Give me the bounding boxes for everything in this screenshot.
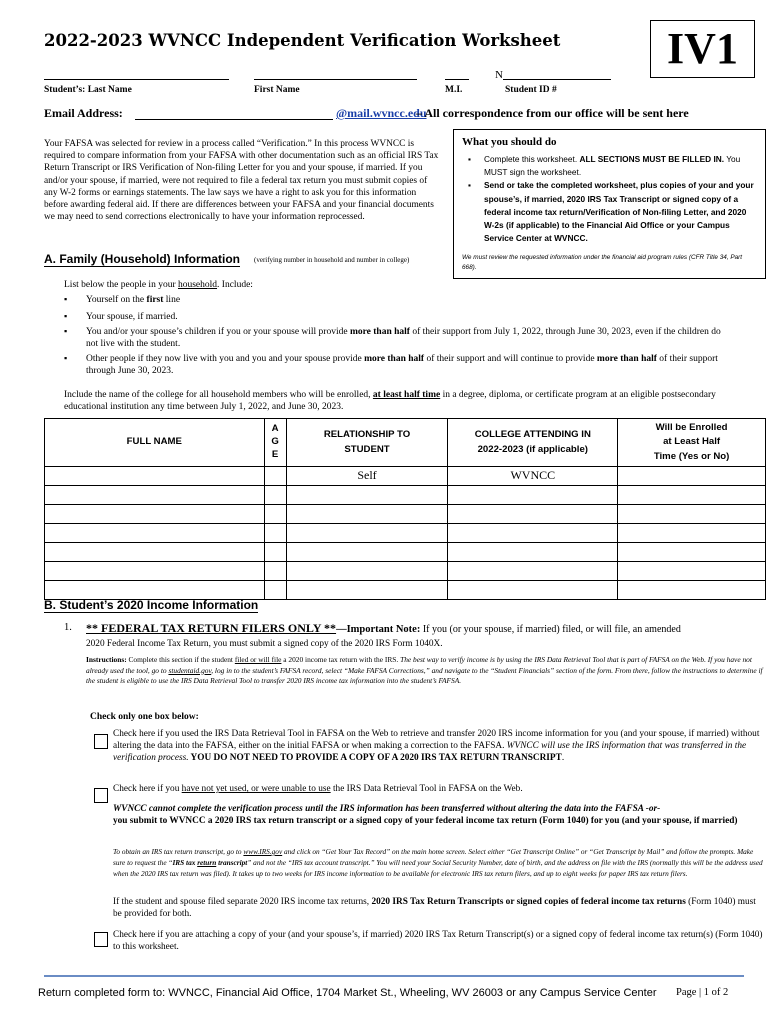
cell[interactable] xyxy=(618,562,766,581)
text: . Include: xyxy=(217,280,253,290)
col-relationship xyxy=(286,419,448,467)
what-to-do-item xyxy=(462,179,757,244)
drt-warning xyxy=(113,803,763,827)
form-code: IV1 xyxy=(667,24,738,74)
text: ” and not the “IRS tax account transcript.” You will need your Social Security Number, date of birth, and the address on file with the IRS (normally this will be the address used when the 2020 IRS tax return was filed). It takes up to two weeks for IRS income information to be available for electronic IRS tax return filers, and up to eight weeks for paper IRS tax return filers. xyxy=(113,857,763,878)
checkbox-used-drt[interactable] xyxy=(94,734,108,749)
text: Will be Enrolled xyxy=(655,421,728,433)
student-id-label: Student ID # xyxy=(505,85,557,95)
cell[interactable] xyxy=(618,543,766,562)
cell[interactable] xyxy=(448,581,618,600)
section-b-title xyxy=(44,598,258,614)
household-bullet xyxy=(64,294,724,306)
email-field[interactable] xyxy=(135,108,333,120)
cell[interactable] xyxy=(45,486,265,505)
cell[interactable] xyxy=(618,524,766,543)
tax-filers-heading: ** FEDERAL TAX RETURN FILERS ONLY ** xyxy=(86,621,337,635)
text: You and/or your spouse’s children if you or your spouse will provide xyxy=(86,327,350,337)
cell[interactable] xyxy=(45,524,265,543)
text-bold: more than half xyxy=(349,327,410,337)
cell[interactable] xyxy=(448,524,618,543)
form-code-box xyxy=(650,20,755,78)
intro-paragraph: Your FAFSA was selected for review in a process called “Verification.” In this process WVNCC is required to compare information from your FAFSA with other documentation such as an official IRS Tax Return Transcript or IRS Verification of Non-filing Letter for you and your spouse, if married. If you and/or your spouse, if married, were not required to file a federal tax return you must submit copies of any W-2 forms or earnings statements. The law says we have a right to ask you for this information before awarding federal aid. If there are differences between your FAFSA and your financial documents we may need to send corrections electronically to have your information reprocessed. xyxy=(44,139,439,223)
text: Yourself on the xyxy=(86,295,147,305)
what-to-do-box xyxy=(453,129,766,279)
cell[interactable] xyxy=(448,505,618,524)
footer-return-address: Return completed form to: WVNCC, Financial Aid Office, 1704 Market St., Wheeling, WV 26003 or any Campus Service Center xyxy=(38,987,657,999)
household-list-intro xyxy=(64,279,253,291)
table-row xyxy=(45,467,766,486)
table-row xyxy=(45,581,766,600)
text-bold: you submit to WVNCC a 2020 IRS tax return transcript or a signed copy of your federal income tax return (Form 1040) for you (and your spouse, if married) xyxy=(113,816,738,827)
text: Other people if they now live with you and you and your spouse provide xyxy=(86,354,365,364)
first-name-field[interactable] xyxy=(254,70,417,80)
text: If the student and spouse filed separate 2020 IRS income tax returns, xyxy=(113,897,372,907)
text: in a degree, diploma, or certificate program at an eligible postsecondary educational institution any time between July 1, 2022, and June 30, 2023. xyxy=(64,390,716,413)
email-domain: @mail.wvncc.edu xyxy=(336,106,427,120)
cell[interactable] xyxy=(264,505,286,524)
text: Check here if you xyxy=(113,784,182,794)
cell[interactable] xyxy=(618,505,766,524)
cell[interactable] xyxy=(618,486,766,505)
cell[interactable] xyxy=(448,543,618,562)
irs-link[interactable]: www.IRS.gov xyxy=(243,847,283,856)
what-to-do-item xyxy=(462,153,757,179)
cell[interactable] xyxy=(286,543,448,562)
text-bold-italic: WVNCC cannot complete the verification process until the IRS information has been transferred without altering the data into the FAFSA -or- xyxy=(113,804,661,814)
section-a-heading xyxy=(44,252,240,267)
text: of their support and will continue to provide xyxy=(424,354,597,364)
instructions xyxy=(86,655,766,687)
cell[interactable] xyxy=(264,486,286,505)
cell-age[interactable] xyxy=(264,467,286,486)
cell[interactable] xyxy=(45,562,265,581)
footer-divider xyxy=(44,975,744,977)
text-underlined: have not yet used, or were unable to use xyxy=(181,784,331,794)
text: A xyxy=(271,423,279,435)
text: G xyxy=(271,436,279,448)
item-text: You MUST sign the worksheet. xyxy=(484,154,741,178)
section-b-heading-text: B. Student’s 2020 Income Information xyxy=(44,598,259,612)
cell-relationship: Self xyxy=(286,467,448,486)
table-header-row xyxy=(45,419,766,467)
item-number: 1. xyxy=(64,622,72,633)
page-title: 2022-2023 WVNCC Independent Verification Worksheet xyxy=(44,31,561,50)
separate-returns-note xyxy=(113,896,763,920)
item-emphasis: Send or take the completed worksheet, plus copies of your and your spouse’s, if married, 2020 IRS Tax Transcript or signed copy of a federal income tax return/Verification of Non-filing Letter, and 2020 W-2s (if applicable) to the Financial Aid Office or your Campus Service Center at WVNCC. xyxy=(484,180,754,243)
checkbox-not-used-drt[interactable] xyxy=(94,788,108,803)
text: List below the people in your xyxy=(64,280,178,290)
student-id-field[interactable] xyxy=(503,70,611,80)
cell[interactable] xyxy=(286,486,448,505)
text: Time (Yes or No) xyxy=(653,450,730,462)
col-full-name: FULL NAME xyxy=(45,419,265,467)
cell[interactable] xyxy=(286,524,448,543)
check-one-label: Check only one box below: xyxy=(90,712,199,722)
household-bullet xyxy=(64,326,724,351)
text-bold: more than half xyxy=(364,354,425,364)
option-used-drt xyxy=(113,728,763,764)
tax-filers-note xyxy=(86,621,766,650)
section-a-heading-text: A. Family (Household) Information xyxy=(44,252,241,266)
col-college xyxy=(448,419,618,467)
text-underlined: household xyxy=(177,280,218,290)
mi-field[interactable] xyxy=(445,70,469,80)
text: the IRS Data Retrieval Tool in FAFSA on the Web. xyxy=(330,784,523,794)
text-italic: , log in to the student’s FAFSA record, select “Make FAFSA Corrections,” and navigate to the “Student Financials” section of the form. From there, follow the instructions to determine if the student is eligible to use the IRS Data Retrieval Tool to transfer 2020 IRS income tax information into the student’s FAFSA. xyxy=(86,665,763,686)
last-name-field[interactable] xyxy=(44,70,229,80)
page-number: Page | 1 of 2 xyxy=(676,987,729,998)
student-id-prefix: N xyxy=(495,69,503,81)
college-paragraph xyxy=(64,389,724,414)
what-to-do-heading: What you should do xyxy=(462,136,557,148)
text-bold-underlined: return xyxy=(197,857,217,867)
table-row xyxy=(45,505,766,524)
option-attaching-copy: Check here if you are attaching a copy of your (and your spouse’s, if married) 2020 IRS Tax Return Transcript(s) or a signed copy of federal income tax return(s) (Form 1040) to this worksheet. xyxy=(113,930,763,953)
mi-label: M.I. xyxy=(445,85,463,95)
item-text: Complete this worksheet. xyxy=(484,154,580,165)
cell[interactable] xyxy=(264,562,286,581)
cell[interactable] xyxy=(448,486,618,505)
text: Include the name of the college for all household members who will be enrolled, xyxy=(64,390,373,400)
cell[interactable] xyxy=(618,581,766,600)
text: of their support through June 30, 2023. xyxy=(86,354,718,377)
section-a-title xyxy=(44,252,240,268)
text: a 2020 income tax return with the IRS. xyxy=(281,655,401,664)
text: and click on “Get Your Tax Record” on the main home screen. Select either “Get Transcript Online” or “Get Transcript by Mail” and follow the prompts. Make sure to request the “ xyxy=(113,847,754,867)
cell-name[interactable] xyxy=(45,467,265,486)
text: at Least Half xyxy=(663,436,721,448)
text-bold-underlined: at least half time xyxy=(372,390,441,400)
text: 2022-2023 (if applicable) xyxy=(477,443,588,455)
email-label: Email Address: xyxy=(44,106,123,120)
instructions-label: Instructions: xyxy=(86,655,127,664)
first-name-label: First Name xyxy=(254,85,300,95)
cell-enrolled[interactable] xyxy=(618,467,766,486)
cfr-note: We must review the requested information under the financial aid program rules (CFR Title 34, Part 668). xyxy=(462,253,743,271)
text: RELATIONSHIP TO xyxy=(323,429,411,441)
cell[interactable] xyxy=(264,524,286,543)
option-not-used-drt xyxy=(113,783,763,795)
cell[interactable] xyxy=(264,543,286,562)
cell[interactable] xyxy=(45,581,265,600)
text-bold: first xyxy=(146,295,164,305)
email-note: – All correspondence from our office will be sent here xyxy=(416,106,689,120)
cell[interactable] xyxy=(286,505,448,524)
text: line xyxy=(163,295,181,305)
text-bold: IRS tax xyxy=(172,857,198,867)
section-a-note: (verifying number in household and number in college) xyxy=(254,256,410,264)
text: E xyxy=(271,448,279,460)
cell[interactable] xyxy=(45,543,265,562)
text: of their support from July 1, 2022, through June 30, 2023, even if the children do not live with the student. xyxy=(86,327,721,350)
text-bold: more than half xyxy=(596,354,657,364)
table-row xyxy=(45,543,766,562)
text: Your spouse, if married. xyxy=(86,312,178,322)
cell[interactable] xyxy=(45,505,265,524)
text-bold: transcript xyxy=(216,857,248,867)
cell[interactable] xyxy=(264,581,286,600)
item-emphasis: ALL SECTIONS MUST BE FILLED IN. xyxy=(579,154,725,165)
text-bold: 2020 IRS Tax Return Transcripts or signed copies of federal income tax returns xyxy=(371,897,686,907)
text-bold: YOU DO NOT NEED TO PROVIDE A COPY OF A 2020 IRS TAX RETURN TRANSCRIPT xyxy=(188,753,562,764)
table-row xyxy=(45,486,766,505)
table-row xyxy=(45,562,766,581)
text: To obtain an IRS tax return transcript, go to xyxy=(113,847,244,856)
household-bullet xyxy=(64,353,724,378)
household-bullet xyxy=(64,311,724,323)
transcript-instructions xyxy=(113,847,763,880)
col-enrolled xyxy=(618,419,766,467)
text: If you (or your spouse, if married) filed, or will file, an amended xyxy=(420,624,681,635)
text: 2020 Federal Income Tax Return, you must submit a signed copy of the 2020 IRS Form 1040X. xyxy=(86,638,443,649)
table-row xyxy=(45,524,766,543)
text: . xyxy=(561,753,565,764)
text: COLLEGE ATTENDING IN xyxy=(474,429,591,441)
text-italic: WVNCC will use the IRS information that was transferred in the verification process. xyxy=(113,741,747,764)
cell-college: WVNCC xyxy=(448,467,618,486)
text-underlined: filed or will file xyxy=(234,655,282,664)
important-label: —Important Note: xyxy=(336,624,421,635)
cell[interactable] xyxy=(286,562,448,581)
household-table xyxy=(44,418,766,600)
text: Complete this section if the student xyxy=(126,655,235,664)
cell[interactable] xyxy=(448,562,618,581)
text-italic: The best way to verify income is by using the IRS Data Retrieval Tool that is part of FAFSA on the Web. If you have not already used the tool, go to xyxy=(86,655,752,675)
last-name-label: Student’s: Last Name xyxy=(44,85,132,95)
text: STUDENT xyxy=(344,443,390,455)
cell[interactable] xyxy=(286,581,448,600)
col-age xyxy=(264,419,286,467)
studentaid-link[interactable]: studentaid.gov xyxy=(168,665,212,675)
text: Check here if you used the IRS Data Retrieval Tool in FAFSA on the Web to retrieve and transfer 2020 IRS income information for you (and your spouse, if married) without altering the data into the FAFSA, either on the initial FAFSA or when making a correction to the FAFSA. xyxy=(113,729,760,752)
checkbox-attaching-copy[interactable] xyxy=(94,932,108,947)
text: (Form 1040) must be provided for both. xyxy=(113,897,756,920)
